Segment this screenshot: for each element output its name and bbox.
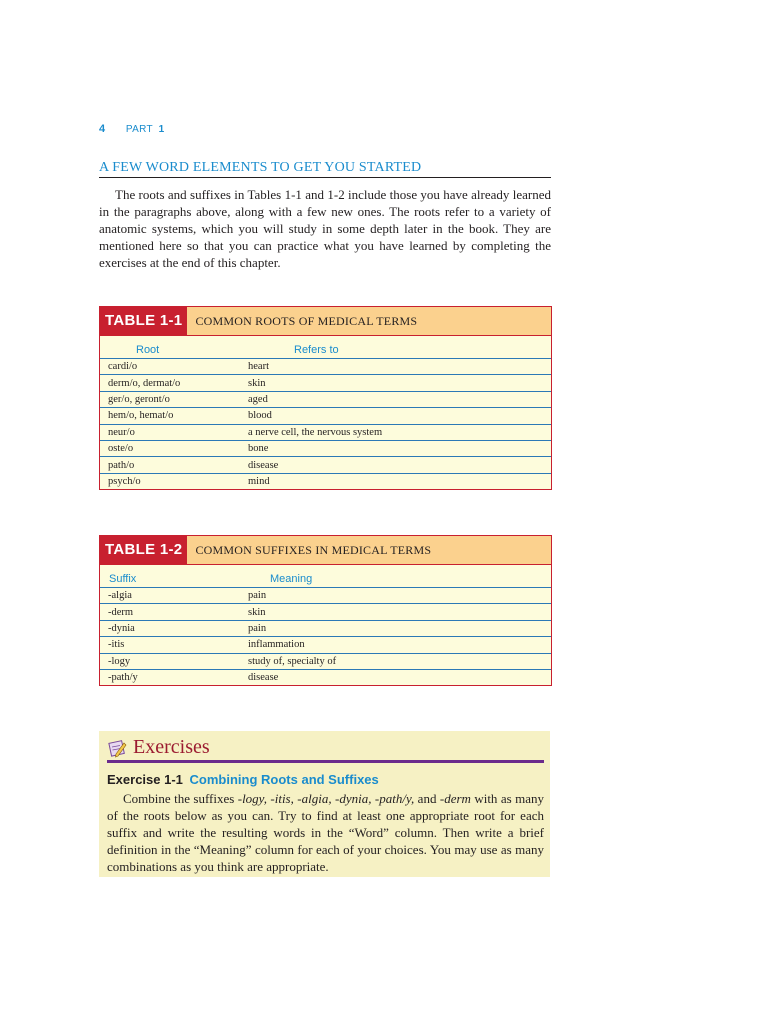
exercise-heading xyxy=(107,772,379,787)
part-number: 1 xyxy=(158,124,165,135)
table-row xyxy=(100,359,551,375)
table-row xyxy=(100,375,551,391)
exercise-title: Combining Roots and Suffixes xyxy=(189,772,379,787)
table-cell-term: oste/o xyxy=(108,443,134,455)
table-row xyxy=(100,392,551,408)
table-cell-definition: skin xyxy=(248,377,266,389)
table-cell-term: path/o xyxy=(108,459,135,471)
table-row xyxy=(100,637,551,653)
table-cell-term: derm/o, dermat/o xyxy=(108,377,181,389)
table-cell-definition: aged xyxy=(248,393,268,405)
table-row xyxy=(100,441,551,457)
table-cell-term: -path/y xyxy=(108,672,138,684)
table-cell-term: neur/o xyxy=(108,426,135,438)
table-cell-term: -algia xyxy=(108,590,132,602)
instructions-lead: Combine the suffixes xyxy=(123,791,238,806)
instructions-suffixes: -logy, -itis, -algia, -dynia, -path/y, xyxy=(237,791,415,806)
column-header-meaning: Meaning xyxy=(270,573,313,585)
instructions-and: and xyxy=(414,791,440,806)
table-cell-definition: skin xyxy=(248,606,266,618)
table-cell-term: -derm xyxy=(108,606,134,618)
part-label: PART xyxy=(125,124,153,135)
table-cell-definition: disease xyxy=(248,672,279,684)
table-cell-definition: inflammation xyxy=(248,639,305,651)
exercise-instructions xyxy=(107,790,544,875)
table-cell-definition: pain xyxy=(248,622,267,634)
table-cell-term: -dynia xyxy=(108,622,135,634)
column-header-root: Root xyxy=(136,344,160,356)
table-cell-definition: mind xyxy=(248,475,270,487)
table-cell-term: ger/o, geront/o xyxy=(108,393,170,405)
table-label: TABLE 1-1 xyxy=(100,307,187,335)
page-header xyxy=(99,123,164,135)
table-row xyxy=(100,604,551,620)
table-cell-term: -logy xyxy=(108,655,131,667)
pencil-paper-icon xyxy=(107,738,127,758)
table-row xyxy=(100,588,551,604)
column-header-refers-to: Refers to xyxy=(294,344,339,356)
table-body xyxy=(100,588,551,685)
table-row xyxy=(100,654,551,670)
exercises-title: Exercises xyxy=(133,736,210,758)
table-cell-definition: a nerve cell, the nervous system xyxy=(248,426,383,438)
table-cell-definition: blood xyxy=(248,410,272,422)
table-common-roots xyxy=(99,306,552,490)
table-common-suffixes xyxy=(99,535,552,686)
column-headers xyxy=(100,565,551,588)
table-row xyxy=(100,408,551,424)
table-cell-term: -itis xyxy=(108,639,125,651)
table-cell-definition: bone xyxy=(248,443,269,455)
table-body xyxy=(100,359,551,489)
table-row xyxy=(100,457,551,473)
table-row xyxy=(100,621,551,637)
table-row xyxy=(100,670,551,685)
table-cell-term: hem/o, hemat/o xyxy=(108,410,174,422)
table-label: TABLE 1-2 xyxy=(100,536,187,564)
table-cell-definition: study of, specialty of xyxy=(248,655,337,667)
table-header xyxy=(100,307,551,336)
table-title: COMMON SUFFIXES IN MEDICAL TERMS xyxy=(195,542,432,557)
section-title: A FEW WORD ELEMENTS TO GET YOU STARTED xyxy=(99,160,551,178)
instructions-rest: with as many of the roots below as you can. Try to find at least one appropriate root for each suffix and write the resulting words in the “Word” column. Then write a brief definition in the “Meaning” column for each of your choices. You may use as many combinations as you think are appropriate. xyxy=(107,791,544,874)
table-cell-term: cardi/o xyxy=(108,361,138,373)
table-row xyxy=(100,474,551,489)
table-cell-definition: pain xyxy=(248,590,267,602)
table-row xyxy=(100,425,551,441)
instructions-derm: -derm xyxy=(439,791,471,806)
table-header xyxy=(100,536,551,565)
table-cell-definition: heart xyxy=(248,361,269,373)
exercises-heading xyxy=(107,736,210,759)
intro-paragraph: The roots and suffixes in Tables 1-1 and 1-2 include those you have already learned in the paragraphs above, along with a few new ones. The roots refer to a variety of anatomic systems, which you will study in some depth later in the book. They are mentioned here so that you can practice what you have learned by completing the exercises at the end of this chapter. xyxy=(99,187,551,270)
exercise-number: Exercise 1-1 xyxy=(107,772,183,787)
exercises-box xyxy=(99,731,550,877)
table-title: COMMON ROOTS OF MEDICAL TERMS xyxy=(195,313,418,328)
page-number: 4 xyxy=(99,123,106,135)
exercises-divider xyxy=(107,760,544,763)
column-headers xyxy=(100,336,551,359)
column-header-suffix: Suffix xyxy=(109,573,137,585)
table-cell-term: psych/o xyxy=(108,475,141,487)
table-cell-definition: disease xyxy=(248,459,279,471)
